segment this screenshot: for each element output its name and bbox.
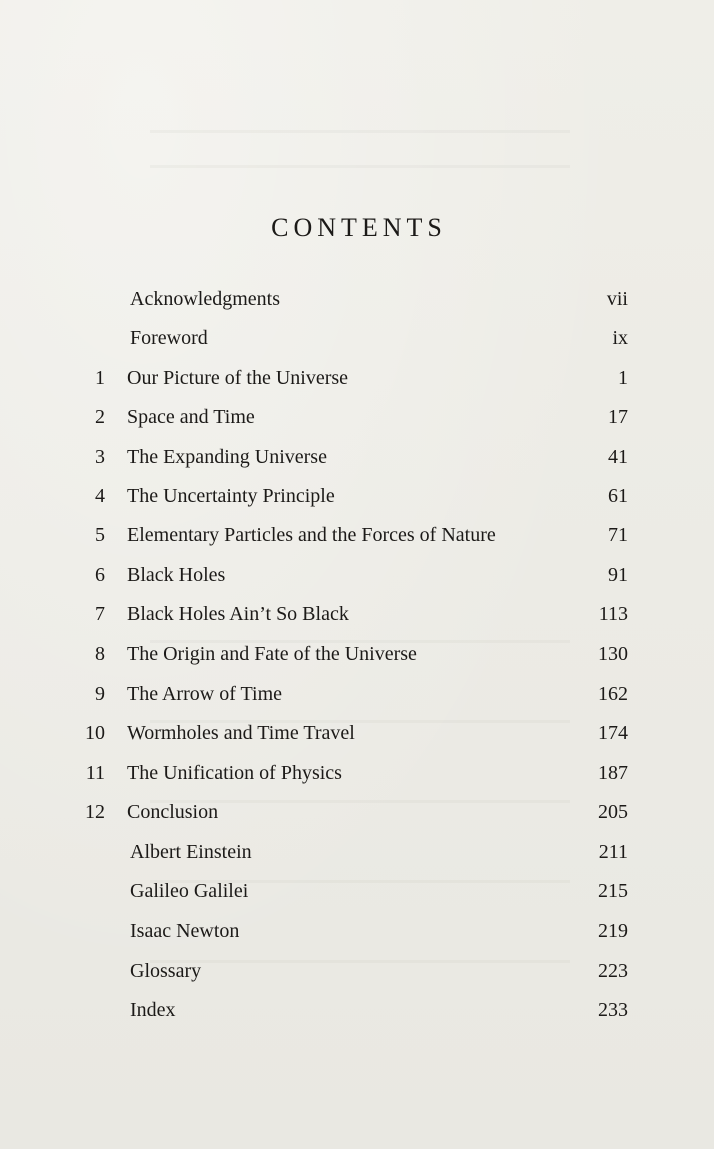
toc-entry [0, 995, 714, 1025]
page-number: vii [606, 288, 628, 310]
entry-title: The Uncertainty Principle [127, 485, 335, 507]
entry-title: The Origin and Fate of the Universe [127, 643, 417, 665]
toc-entry [0, 363, 714, 393]
toc-entry [0, 402, 714, 432]
toc-entry [0, 718, 714, 748]
toc-entry [0, 837, 714, 867]
toc-entry [0, 599, 714, 629]
toc-entry [0, 560, 714, 590]
entry-title: Black Holes [127, 564, 226, 586]
page-number: 187 [598, 762, 628, 784]
entry-title: Our Picture of the Universe [127, 367, 349, 389]
entry-title: Isaac Newton [130, 920, 240, 942]
page-number: 61 [608, 485, 628, 507]
contents-heading: CONTENTS [271, 213, 447, 242]
entry-title: Foreword [130, 327, 208, 349]
bleed-through-line [150, 165, 570, 168]
toc-entry [0, 876, 714, 906]
chapter-number: 12 [85, 801, 105, 823]
toc-entry [0, 956, 714, 986]
toc-entry [0, 916, 714, 946]
toc-entry [0, 284, 714, 314]
page-number: 219 [598, 920, 628, 942]
entry-title: Black Holes Ain’t So Black [127, 603, 349, 625]
chapter-number: 3 [95, 446, 105, 468]
entry-title: Glossary [130, 960, 202, 982]
chapter-number: 9 [95, 683, 105, 705]
entry-title: The Unification of Physics [127, 762, 342, 784]
page-number: 205 [598, 801, 628, 823]
chapter-number: 2 [95, 406, 105, 428]
page-number: ix [612, 327, 628, 349]
page-number: 130 [598, 643, 628, 665]
toc-entry [0, 797, 714, 827]
entry-title: The Arrow of Time [127, 683, 282, 705]
page-number: 17 [608, 406, 628, 428]
bleed-through-line [150, 130, 570, 133]
page-number: 211 [598, 841, 628, 863]
page-number: 223 [598, 960, 628, 982]
entry-title: The Expanding Universe [127, 446, 327, 468]
toc-entry [0, 679, 714, 709]
chapter-number: 11 [85, 762, 105, 784]
toc-entry [0, 323, 714, 353]
entry-title: Galileo Galilei [130, 880, 249, 902]
page-number: 1 [618, 367, 628, 389]
toc-entry [0, 481, 714, 511]
page-number: 215 [598, 880, 628, 902]
toc-entry [0, 442, 714, 472]
page-number: 113 [598, 603, 628, 625]
entry-title: Wormholes and Time Travel [127, 722, 355, 744]
entry-title: Albert Einstein [130, 841, 252, 863]
chapter-number: 7 [95, 603, 105, 625]
page-number: 162 [598, 683, 628, 705]
toc-entry [0, 520, 714, 550]
page-number: 91 [608, 564, 628, 586]
chapter-number: 10 [85, 722, 105, 744]
chapter-number: 6 [95, 564, 105, 586]
chapter-number: 5 [95, 524, 105, 546]
entry-title: Index [130, 999, 176, 1021]
entry-title: Conclusion [127, 801, 219, 823]
chapter-number: 4 [95, 485, 105, 507]
page-number: 174 [598, 722, 628, 744]
page-number: 41 [608, 446, 628, 468]
page-number: 71 [608, 524, 628, 546]
toc-entry [0, 639, 714, 669]
entry-title: Acknowledgments [130, 288, 280, 310]
chapter-number: 8 [95, 643, 105, 665]
chapter-number: 1 [95, 367, 105, 389]
page-number: 233 [598, 999, 628, 1021]
entry-title: Space and Time [127, 406, 255, 428]
toc-entry [0, 758, 714, 788]
entry-title: Elementary Particles and the Forces of Nature [127, 524, 496, 546]
